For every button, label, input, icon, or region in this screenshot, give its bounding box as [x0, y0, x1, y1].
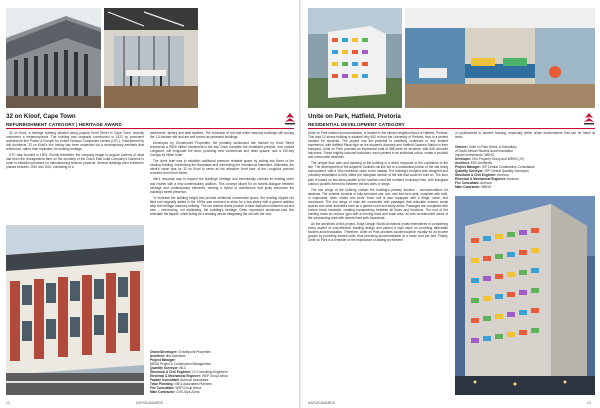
credit-line: MDSA Project & Construction Management — [150, 362, 212, 367]
right-category: RESIDENTIAL DEVELOPMENT CATEGORY — [308, 122, 405, 127]
sapoa-logo-icon — [582, 112, 596, 126]
paragraph: As the architects of this project, Edge Design Studio Architects prided themselves in considering every aspect of cost-effective building design and placed a high value on providing affordable student accommodation. Therefore, Unite on Park provides accommodation equally for all income groups by providing shared units, thus providing accommodation at a lower cost per bed. Finally, Unite on Park is a reminder of the importance of adding an element — [308, 221, 448, 243]
credit-line: Façade Consultant: Aurecon Associates — [150, 378, 209, 383]
right-body-column-2 — [455, 131, 595, 141]
credit-line: Architect: KDS Architects — [455, 161, 493, 166]
right-project-title: Unite on Park, Hatfield, Pretoria — [308, 113, 401, 120]
left-header-rule — [6, 128, 294, 129]
credit-line: Fire Consultant: Aurecon — [455, 181, 493, 186]
photo-interior-lounge — [405, 8, 595, 108]
paragraph: dhk's response was to respect the buildings' heritage and intentionally contrast its existing order and rhythm with a new contemporary addition. This concept allows for an honest dialogue between heritage and contemporary elements, forming a hybrid of architecture that justly enhances the building's street presence. — [150, 177, 294, 194]
left-header — [6, 113, 186, 128]
credit-line: Fire Consultant: WSP Group Africa — [150, 386, 202, 391]
paragraph: 32 on Kloof, a heritage building situated along popular Kloof Street in Cape Town, recently underwent a metamorphosis. The building was originally constructed in 1922 by prominent architecture firm Parker & Forsyth for United Tobacco Companies Limited (UTC). Transformed by dhk Architects, 32 on Kloof's rich history has been respected via a contemporary aesthetic that references, rather than replicates, its existing heritage. — [6, 131, 144, 152]
credit-line: Structural & Civil Engineer: LH Consulting Engineers — [150, 370, 228, 375]
credit-line: Quantity Surveyor: ISP Central Quantity Surveyors — [455, 169, 529, 174]
paragraph: UTC was founded in 1904. Shortly thereafter, the company began to acquire portions of what had been the Montgomeria farm on the doorstep of the Dutch East India Company's Gardens in order to establish premises for manufacturing tobacco products. Several buildings were erected in phases between 1910 and 1922, consisting of a — [6, 153, 144, 170]
right-body-column-1 — [308, 131, 448, 244]
credit-line: Owners: Unite on Park Drees, A Subsidiary — [455, 145, 517, 149]
credit-line: Electrical & Mechanical Engineer: WSP Group Africa — [150, 374, 228, 379]
credit-line: Main Contractor: GVK-Siya Zuma — [150, 390, 200, 395]
left-project-title: 32 on Kloof, Cape Town — [6, 113, 76, 120]
right-header — [308, 113, 508, 128]
credit-line: Structural & Civil Engineer: Aurecon — [455, 173, 510, 178]
paragraph: Developed by Growthpoint Properties, the primarily landlocked site flanked by Kloof Street represents a R600 million investment in the city. Once complete the revitalised precinct, now named Longkloof, will invigorate the area, providing new commercial and retail spaces, and a 150-key Canopy by Hilton hotel. — [150, 141, 294, 158]
credit-line: Owner/Developer: Growthpoint Properties — [150, 350, 211, 354]
paragraph: To increase the building height and provide additional commercial space, the existing hipped red tiled roof originally added in the 1990s was removed to allow for a two-storey with a glazed addition atop the heritage masonry building. The two distinct levels provide a clear distinction between old and new – referencing, not replicating, the building's heritage. Deep expressed aluminium-clad fins articulate the façade, while acting as a shading device integrating the old with the new. — [150, 195, 294, 216]
credit-line: Project Manager: — [150, 358, 176, 363]
photo-tower-dusk — [455, 196, 595, 395]
credit-line: Quantity Surveyor: MLC — [150, 366, 187, 371]
paragraph: The two wings of the building contain the building's primary function – accommodation for students. The scheme consists of fully-furnished one, two- and four-bed units, complete with built-in cupboards, desk, chairs and beds. Each unit is also equipped with a fridge, stove, and microwave. The two wings of units are connected with passages that articulate outdoor social spaces and other amenities such as a games room and study areas. Passages are completed with breeze block handrails, creating transparency between all floors and functions. The roof of the building hosts an outdoor gym with a running track and braai area, all with unobstructed views of the surrounding area with streets lined with Jacaranda. — [308, 187, 448, 220]
left-body-column-2 — [150, 131, 294, 218]
photo-interior-office — [104, 8, 198, 108]
credit-line: Architect: dhk Architects — [150, 354, 186, 359]
left-footer-label: SAPOA AWARDS — [136, 401, 163, 405]
credit-line: Town Planning: NM & Associates Planners — [150, 382, 212, 387]
right-footer-label: SAPOA AWARDS — [308, 401, 335, 405]
right-credits — [455, 145, 595, 190]
paragraph: of youthfulness to student housing, especially within urban environments that can be harsh at times. — [455, 131, 595, 140]
paragraph: The unique floor plan and massing of the building is a direct response to the conditions of the site. The development of the adjacent Gautrain rail line led to a substantial portion of the site being expropriated, with a 15m restriction close to the railway. The building's footprint was designed and precisely tessellated to fully utilise the triangular section of the site that could be built on. The floor plan is based on two axes parallel to the southern and the northern boundary lines, with triangular outdoor pockets formed to between the two axes or wings. — [308, 161, 448, 186]
photo-street-view — [6, 225, 144, 395]
credit-line: Project Manager: ISP Central Construction Consultants — [455, 165, 535, 170]
right-header-rule — [308, 128, 595, 129]
left-body-column-1 — [6, 131, 144, 171]
credit-line: of South African Student Accommodation — [455, 149, 513, 154]
credit-line: Main Contractor: WBHO — [455, 185, 492, 190]
right-page — [300, 0, 600, 408]
credit-line: Developer: Eris Property Group and WBHO (JV) — [455, 157, 525, 162]
left-page-number: 12 — [6, 401, 10, 405]
photo-facade-exterior — [6, 8, 101, 108]
paragraph: The client brief was to establish additional premium rentable space by adding two floors to the existing building, maximising the floorplates and reinventing the voluminous basement. Ultimately, the client's vision was for 32 on Kloof to serve as the attractive 'front face' of the Longkloof precinct revealed from Kloof Street. — [150, 159, 294, 176]
left-category: REFURBISHMENT CATEGORY | HERITAGE AWARD — [6, 122, 122, 127]
paragraph: Unite on Park student accommodation, is located in the vibrant neighbourhood of Hatfield, Pretoria. This bold 12-storey building is situated only 600 m from the University of Pretoria, thus in a perfect location for students. The project has the potential to positively contribute to any student experience, with Hatfield Plaza right on the student's doorstep and Hatfield Gautrain Station in their backyard, Unite on Park provides an impressive total of 688 beds for students, with 646 colourful balconies. These brightly coloured balconies, each painted in an individual colour, create a youthful and memorable aesthetic. — [308, 131, 448, 160]
credit-line: Impact Investments, WBHO — [455, 153, 495, 158]
credit-line: Electrical & Mechanical Engineer: Aurecon — [455, 177, 519, 182]
photo-aerial-tower — [308, 8, 402, 108]
left-credits — [150, 350, 294, 395]
right-page-number: 13 — [587, 401, 591, 405]
sapoa-logo-icon — [283, 112, 297, 126]
paragraph: warehouse, factory and staff facilities. The collection of red and white masonry buildings still occupy the 1.5-hectare site and are well known as protected buildings. — [150, 131, 294, 140]
spread-gutter — [299, 0, 301, 408]
